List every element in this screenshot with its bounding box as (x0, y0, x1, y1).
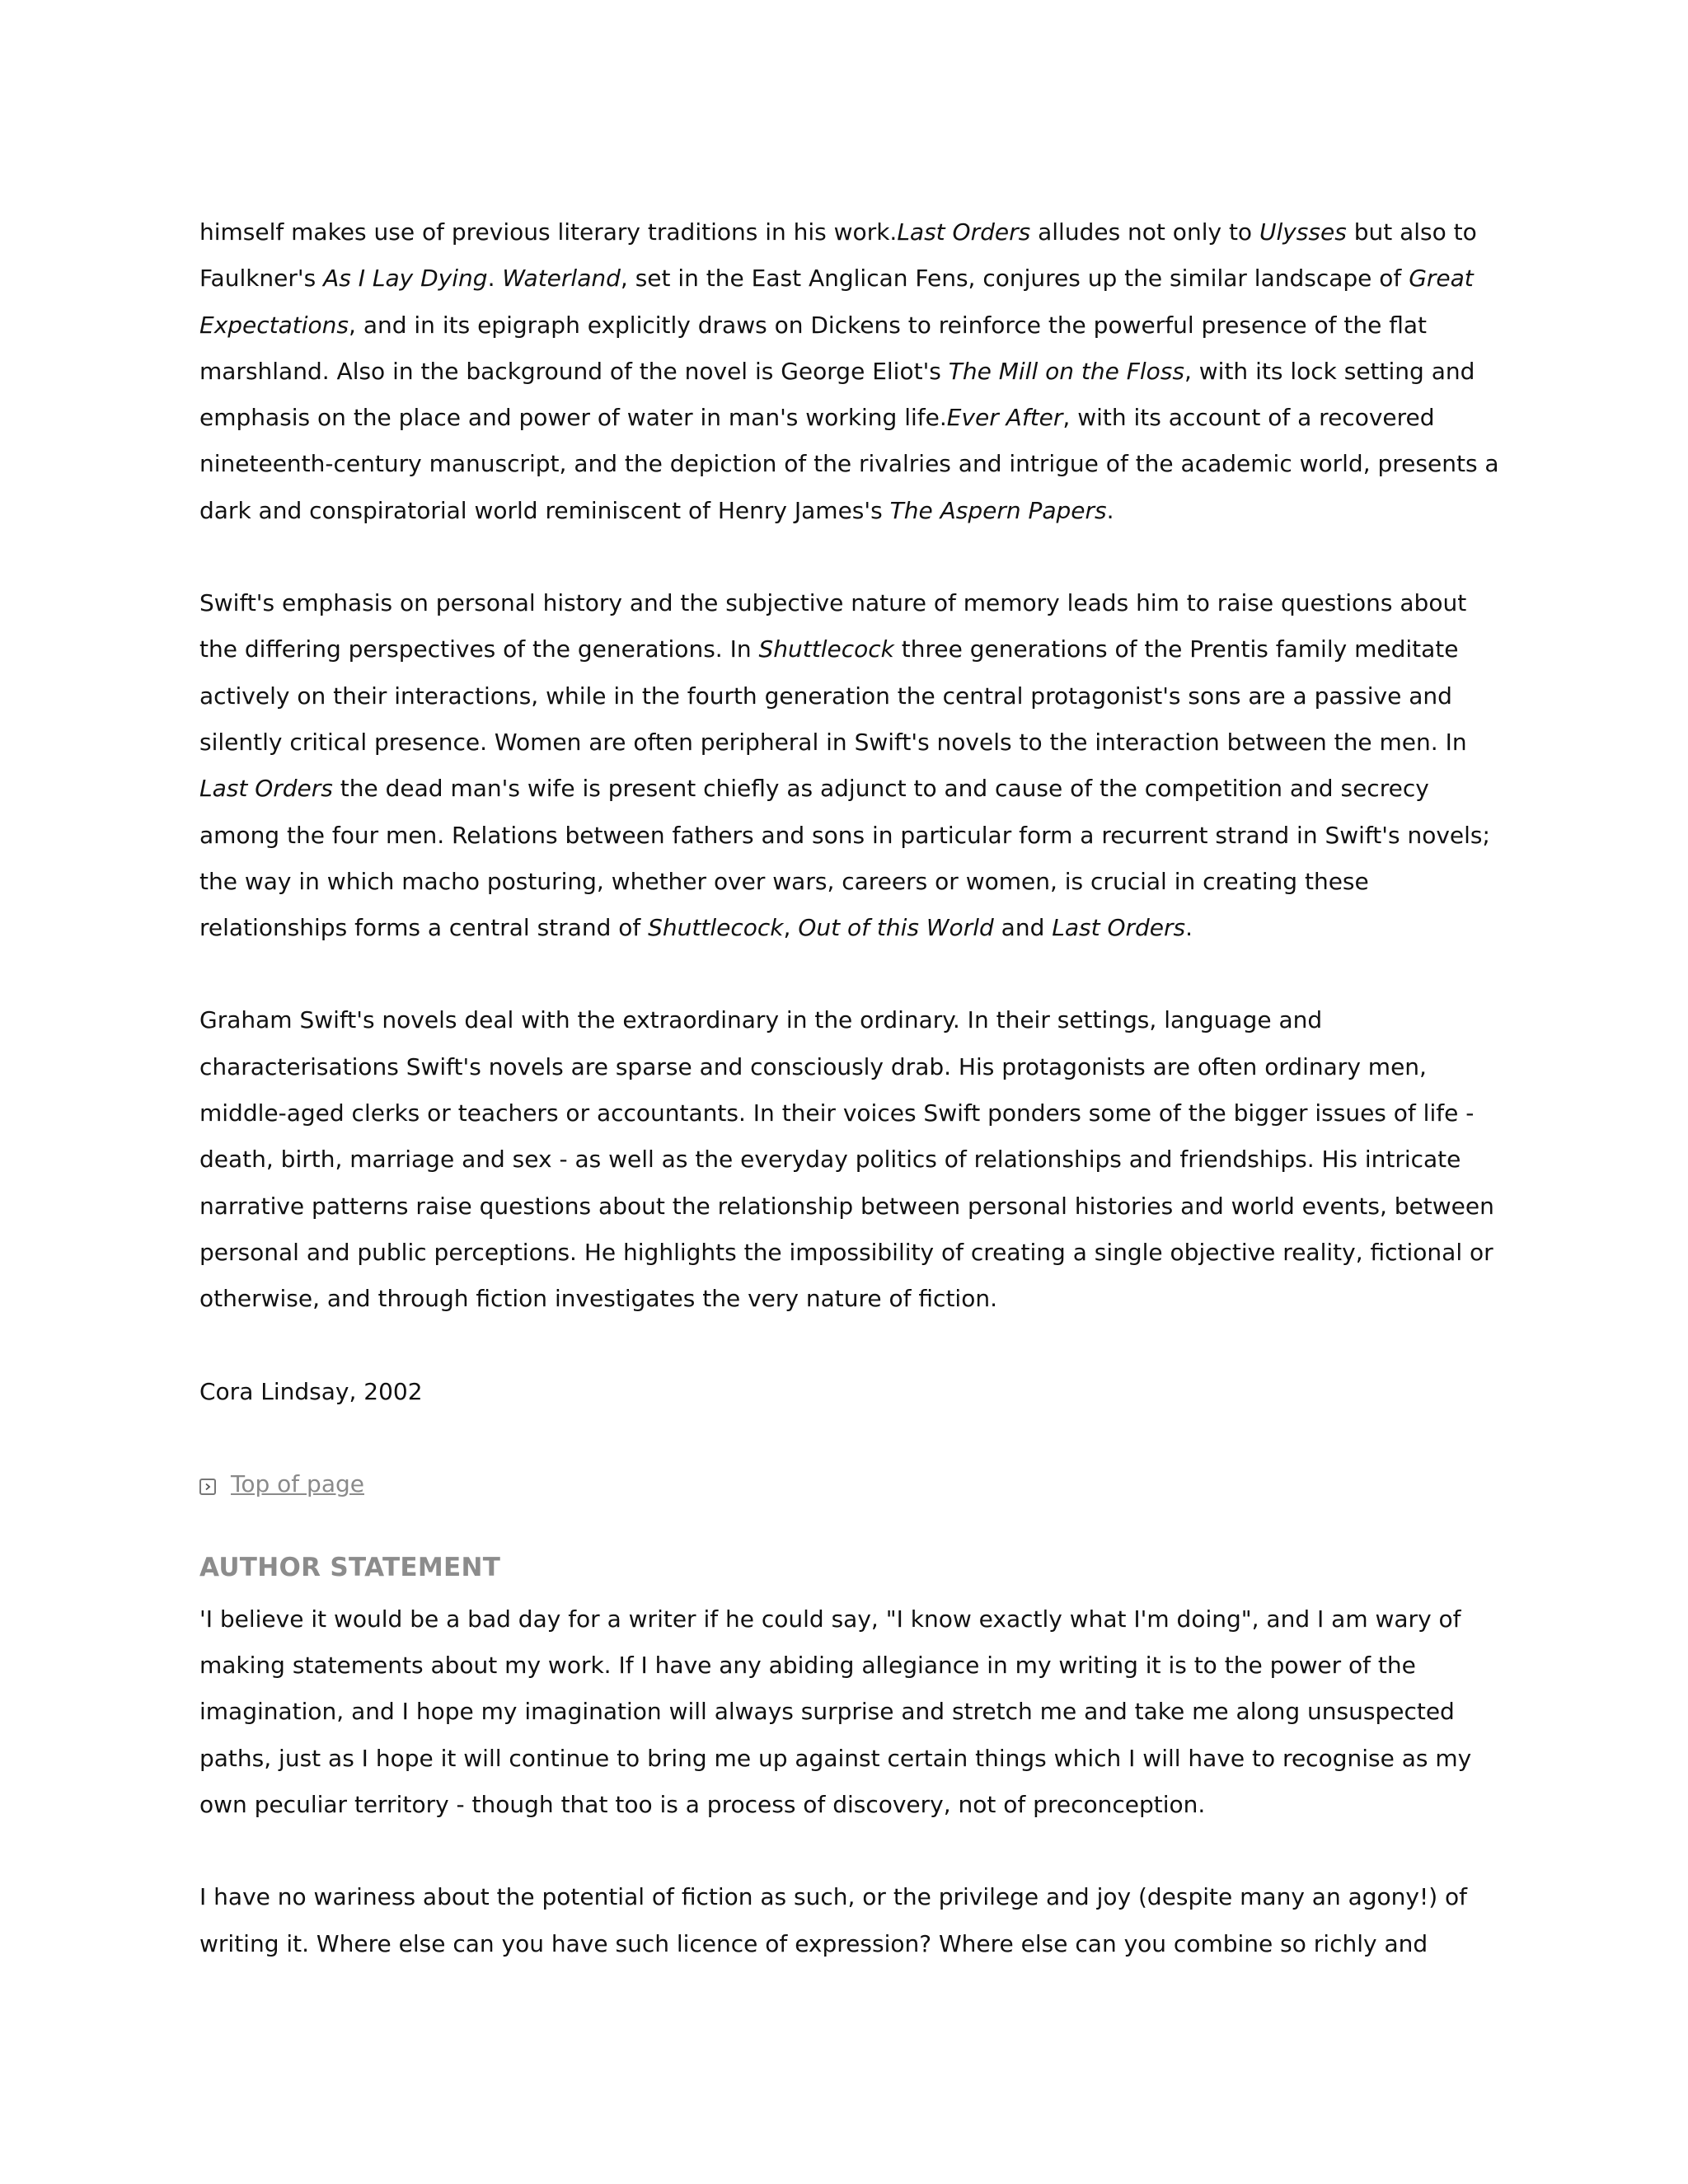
text-run: himself makes use of previous literary traditions in his work. (199, 218, 898, 246)
text-run: and (993, 914, 1053, 942)
text-run: , and in its epigraph explicitly draws on Dickens to reinforce the powerful presence of the flat marshland. Also in the background of the novel is George Eliot's (199, 311, 1428, 385)
book-title: Ulysses (1259, 218, 1347, 246)
text-run: . (1106, 496, 1114, 524)
essay-section (199, 209, 1502, 1415)
book-title: Last Orders (199, 775, 333, 803)
text-run: but also to Faulkner's (199, 218, 1477, 293)
text-run: . (487, 265, 503, 293)
text-run: , (783, 914, 799, 942)
essay-signature: Cora Lindsay, 2002 (199, 1377, 423, 1405)
top-of-page-label[interactable]: Top of page (231, 1470, 364, 1498)
book-title: Ever After (946, 404, 1063, 432)
text-run: Graham Swift's novels deal with the extraordinary in the ordinary. In their settings, language and characterisations Swift's novels are sparse and consciously drab. His protagonists are often ordinary men, middle-aged clerks or teachers or accountants. In their voices Swift ponders some of the bigger issues of life - death, birth, marriage and sex - as well as the everyday politics of relationships and friendships. His intricate narrative patterns raise questions about the relationship between personal histories and world events, between personal and public perceptions. He highlights the impossibility of creating a single objective reality, fictional or otherwise, and through fiction investigates the very nature of fiction. (199, 1006, 1494, 1313)
text-run: the dead man's wife is present chiefly as adjunct to and cause of the competition and secrecy among the four men. Relations between fathers and sons in particular form a recurrent strand in Swift's novels; the way in which macho posturing, whether over wars, careers or women, is crucial in creating these relationships forms a central strand of (199, 775, 1490, 942)
text-run: Swift's emphasis on personal history and the subjective nature of memory leads him to raise questions about the differing perspectives of the generations. In (199, 589, 1467, 663)
author-statement-section (199, 1547, 1502, 1967)
text-run: alludes not only to (1030, 218, 1259, 246)
book-title: Last Orders (1052, 914, 1186, 942)
book-title: Waterland (502, 265, 621, 293)
book-title: Out of this World (798, 914, 994, 942)
book-title: Shuttlecock (648, 914, 784, 942)
text-run: , with its account of a recovered nineteenth-century manuscript, and the depiction of the rivalries and intrigue of the academic world, presents a dark and conspiratorial world reminiscent of Henry James's (199, 404, 1499, 524)
statement-paragraph-2: I have no wariness about the potential of fiction as such, or the privilege and joy (despite many an agony!) of writing it. Where else can you have such licence of expression? Where else can you combine so richly and (199, 1883, 1468, 1957)
book-title: Great Expectations (199, 265, 1474, 339)
author-statement-heading: AUTHOR STATEMENT (199, 1552, 501, 1582)
essay-paragraph-3 (199, 997, 1502, 1322)
book-title: Shuttlecock (758, 635, 894, 663)
text-run: three generations of the Prentis family meditate actively on their interactions, while in the fourth generation the central protagonist's sons are a passive and silently critical presence. Women are often peripheral in Swift's novels to the interaction between the men. In (199, 635, 1467, 756)
text-run: . (1185, 914, 1193, 942)
arrow-right-box-icon (199, 1479, 216, 1495)
essay-paragraph-1 (199, 209, 1502, 534)
book-title: As I Lay Dying (323, 265, 488, 293)
book-title: Last Orders (897, 218, 1031, 246)
text-run: , with its lock setting and emphasis on the place and power of water in man's working life. (199, 357, 1475, 432)
statement-paragraph-1: 'I believe it would be a bad day for a writer if he could say, "I know exactly what I'm doing", and I am wary of making statements about my work. If I have any abiding allegiance in my writing it is to the power of the imagination, and I hope my imagination will always surprise and stretch me and take me along unsuspected paths, just as I hope it will continue to bring me up against certain things which I will have to recognise as my own peculiar territory - though that too is a process of discovery, not of preconception. (199, 1605, 1472, 1819)
book-title: The Mill on the Floss (948, 357, 1184, 385)
essay-paragraph-2 (199, 580, 1502, 951)
text-run: , set in the East Anglican Fens, conjures up the similar landscape of (620, 265, 1409, 293)
book-title: The Aspern Papers (889, 496, 1107, 524)
top-of-page-link[interactable] (199, 1461, 1502, 1507)
page-content (199, 209, 1502, 2013)
